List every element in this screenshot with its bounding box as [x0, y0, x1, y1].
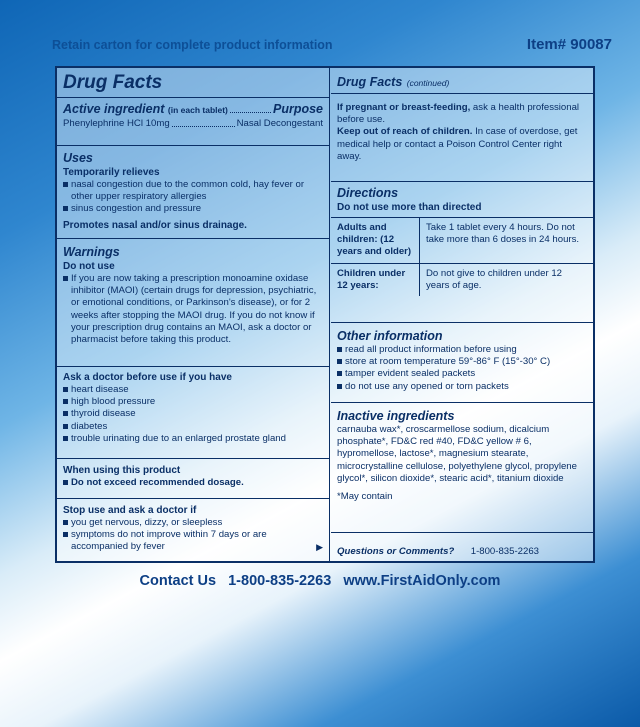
list-item: Do not exceed recommended dosage. — [63, 477, 323, 489]
contact-website: www.FirstAidOnly.com — [343, 573, 501, 589]
ingredient-name: Phenylephrine HCl 10mg — [63, 118, 170, 129]
directions-subheading: Do not use more than directed — [337, 202, 482, 213]
keep-out-warning — [337, 126, 587, 163]
directions-section — [331, 182, 593, 323]
list-item: sinus congestion and pressure — [63, 203, 323, 215]
pregnancy-bold: If pregnant or breast-feeding, — [337, 102, 471, 113]
inactive-ingredients-heading: Inactive ingredients — [337, 409, 455, 423]
questions-section — [331, 533, 593, 561]
dot-leader — [230, 112, 271, 113]
list-item: you get nervous, dizzy, or sleepless — [63, 517, 323, 529]
questions-label: Questions or Comments? — [337, 546, 455, 557]
pregnancy-section — [331, 94, 593, 182]
active-heading-text: Active ingredient — [63, 102, 165, 116]
list-item: high blood pressure — [63, 396, 323, 408]
top-bar — [52, 38, 612, 56]
right-column — [331, 68, 593, 561]
other-information-section — [331, 323, 593, 403]
uses-section — [57, 146, 329, 239]
table-row — [331, 263, 593, 296]
list-item: tamper evident sealed packets — [337, 368, 587, 380]
stop-use-heading: Stop use and ask a doctor if — [63, 505, 197, 516]
ingredient-row — [63, 118, 323, 130]
other-information-heading: Other information — [337, 329, 443, 343]
continued-arrow-icon: ▶ — [316, 542, 323, 552]
dot-leader — [172, 118, 235, 127]
keep-out-bold: Keep out of reach of children. — [337, 126, 473, 138]
warnings-section — [57, 239, 329, 367]
contact-line — [0, 573, 640, 589]
directions-table — [331, 217, 593, 296]
dose-instructions: Do not give to children under 12 years of age. — [420, 263, 594, 296]
other-information-list — [337, 344, 587, 393]
ingredient-purpose: Nasal Decongestant — [236, 118, 323, 129]
ask-doctor-section — [57, 367, 329, 459]
active-ingredient-heading — [63, 102, 228, 118]
dose-group: Adults and children: (12 years and older) — [331, 218, 420, 264]
dose-group: Children under 12 years: — [331, 263, 420, 296]
pregnancy-warning — [337, 102, 587, 126]
list-item: thyroid disease — [63, 408, 323, 420]
drug-facts-continued-title: Drug Facts — [337, 75, 403, 89]
do-not-use-heading: Do not use — [63, 261, 115, 272]
contact-label: Contact Us — [139, 573, 217, 589]
list-item: store at room temperature 59°-86° F (15°-30° C) — [337, 356, 587, 368]
list-item: read all product information before using — [337, 344, 587, 356]
inactive-ingredients-list: carnauba wax*, croscarmellose sodium, dicalcium phosphate*, FD&C red #40, FD&C yellow # 6, hypromellose, lactose*, magnesium stearate, microcrystalline cellulose, polyethylene glycol, propylene glycol*, silicon dioxide*, stearic acid*, titanium dioxide — [337, 424, 577, 484]
drug-facts-title-box — [57, 68, 329, 98]
ask-doctor-list — [63, 384, 323, 445]
stop-use-list — [63, 517, 323, 554]
active-ingredient-heading-row — [63, 102, 323, 118]
may-contain-note: *May contain — [337, 491, 393, 503]
table-row — [331, 218, 593, 264]
continued-title-box — [331, 68, 593, 94]
drug-facts-title: Drug Facts — [63, 72, 163, 93]
keep-out-text: In case of overdose, get medical help or contact a Poison Control Center right away. — [337, 126, 578, 162]
retain-carton-note: Retain carton for complete product information — [52, 38, 333, 52]
when-using-section — [57, 459, 329, 499]
directions-heading: Directions — [337, 186, 399, 200]
list-item: symptoms do not improve within 7 days or are accompanied by fever — [63, 529, 323, 553]
questions-phone: 1-800-835-2263 — [470, 546, 540, 557]
dose-instructions: Take 1 tablet every 4 hours. Do not take more than 6 doses in 24 hours. — [420, 218, 594, 264]
drug-facts-panel — [55, 66, 595, 563]
continued-note: (continued) — [406, 78, 450, 88]
stop-use-section — [57, 499, 329, 561]
promotes-text: Promotes nasal and/or sinus drainage. — [63, 219, 247, 231]
uses-heading: Uses — [63, 151, 93, 165]
pregnancy-text: ask a health professional before use. — [337, 102, 580, 126]
list-item: nasal congestion due to the common cold, hay fever or other upper respiratory allergies — [63, 179, 323, 203]
when-using-heading: When using this product — [63, 465, 181, 476]
active-ingredient-section — [57, 98, 329, 146]
active-heading-note: (in each tablet) — [167, 105, 228, 115]
ask-doctor-heading: Ask a doctor before use if you have — [63, 372, 232, 383]
when-using-list — [63, 477, 323, 489]
purpose-heading: Purpose — [272, 102, 323, 116]
list-item: trouble urinating due to an enlarged prostate gland — [63, 433, 323, 445]
uses-subheading: Temporarily relieves — [63, 167, 160, 178]
left-column — [57, 68, 330, 561]
list-item: If you are now taking a prescription monoamine oxidase inhibitor (MAOI) (certain drugs for depression, psychiatric, or emotional conditions, or Parkinson's disease), or for 2 weeks after stopping the MAOI drug. If you do not know if your prescription drug contains an MAOI, ask a doctor or pharmacist before taking this product. — [63, 273, 323, 346]
uses-list — [63, 179, 323, 216]
do-not-use-list — [63, 273, 323, 346]
contact-phone: 1-800-835-2263 — [228, 573, 332, 589]
list-item: diabetes — [63, 421, 323, 433]
warnings-heading: Warnings — [63, 245, 120, 259]
list-item: do not use any opened or torn packets — [337, 381, 587, 393]
inactive-ingredients-section — [331, 403, 593, 533]
list-item: heart disease — [63, 384, 323, 396]
item-number: Item# 90087 — [526, 36, 612, 53]
